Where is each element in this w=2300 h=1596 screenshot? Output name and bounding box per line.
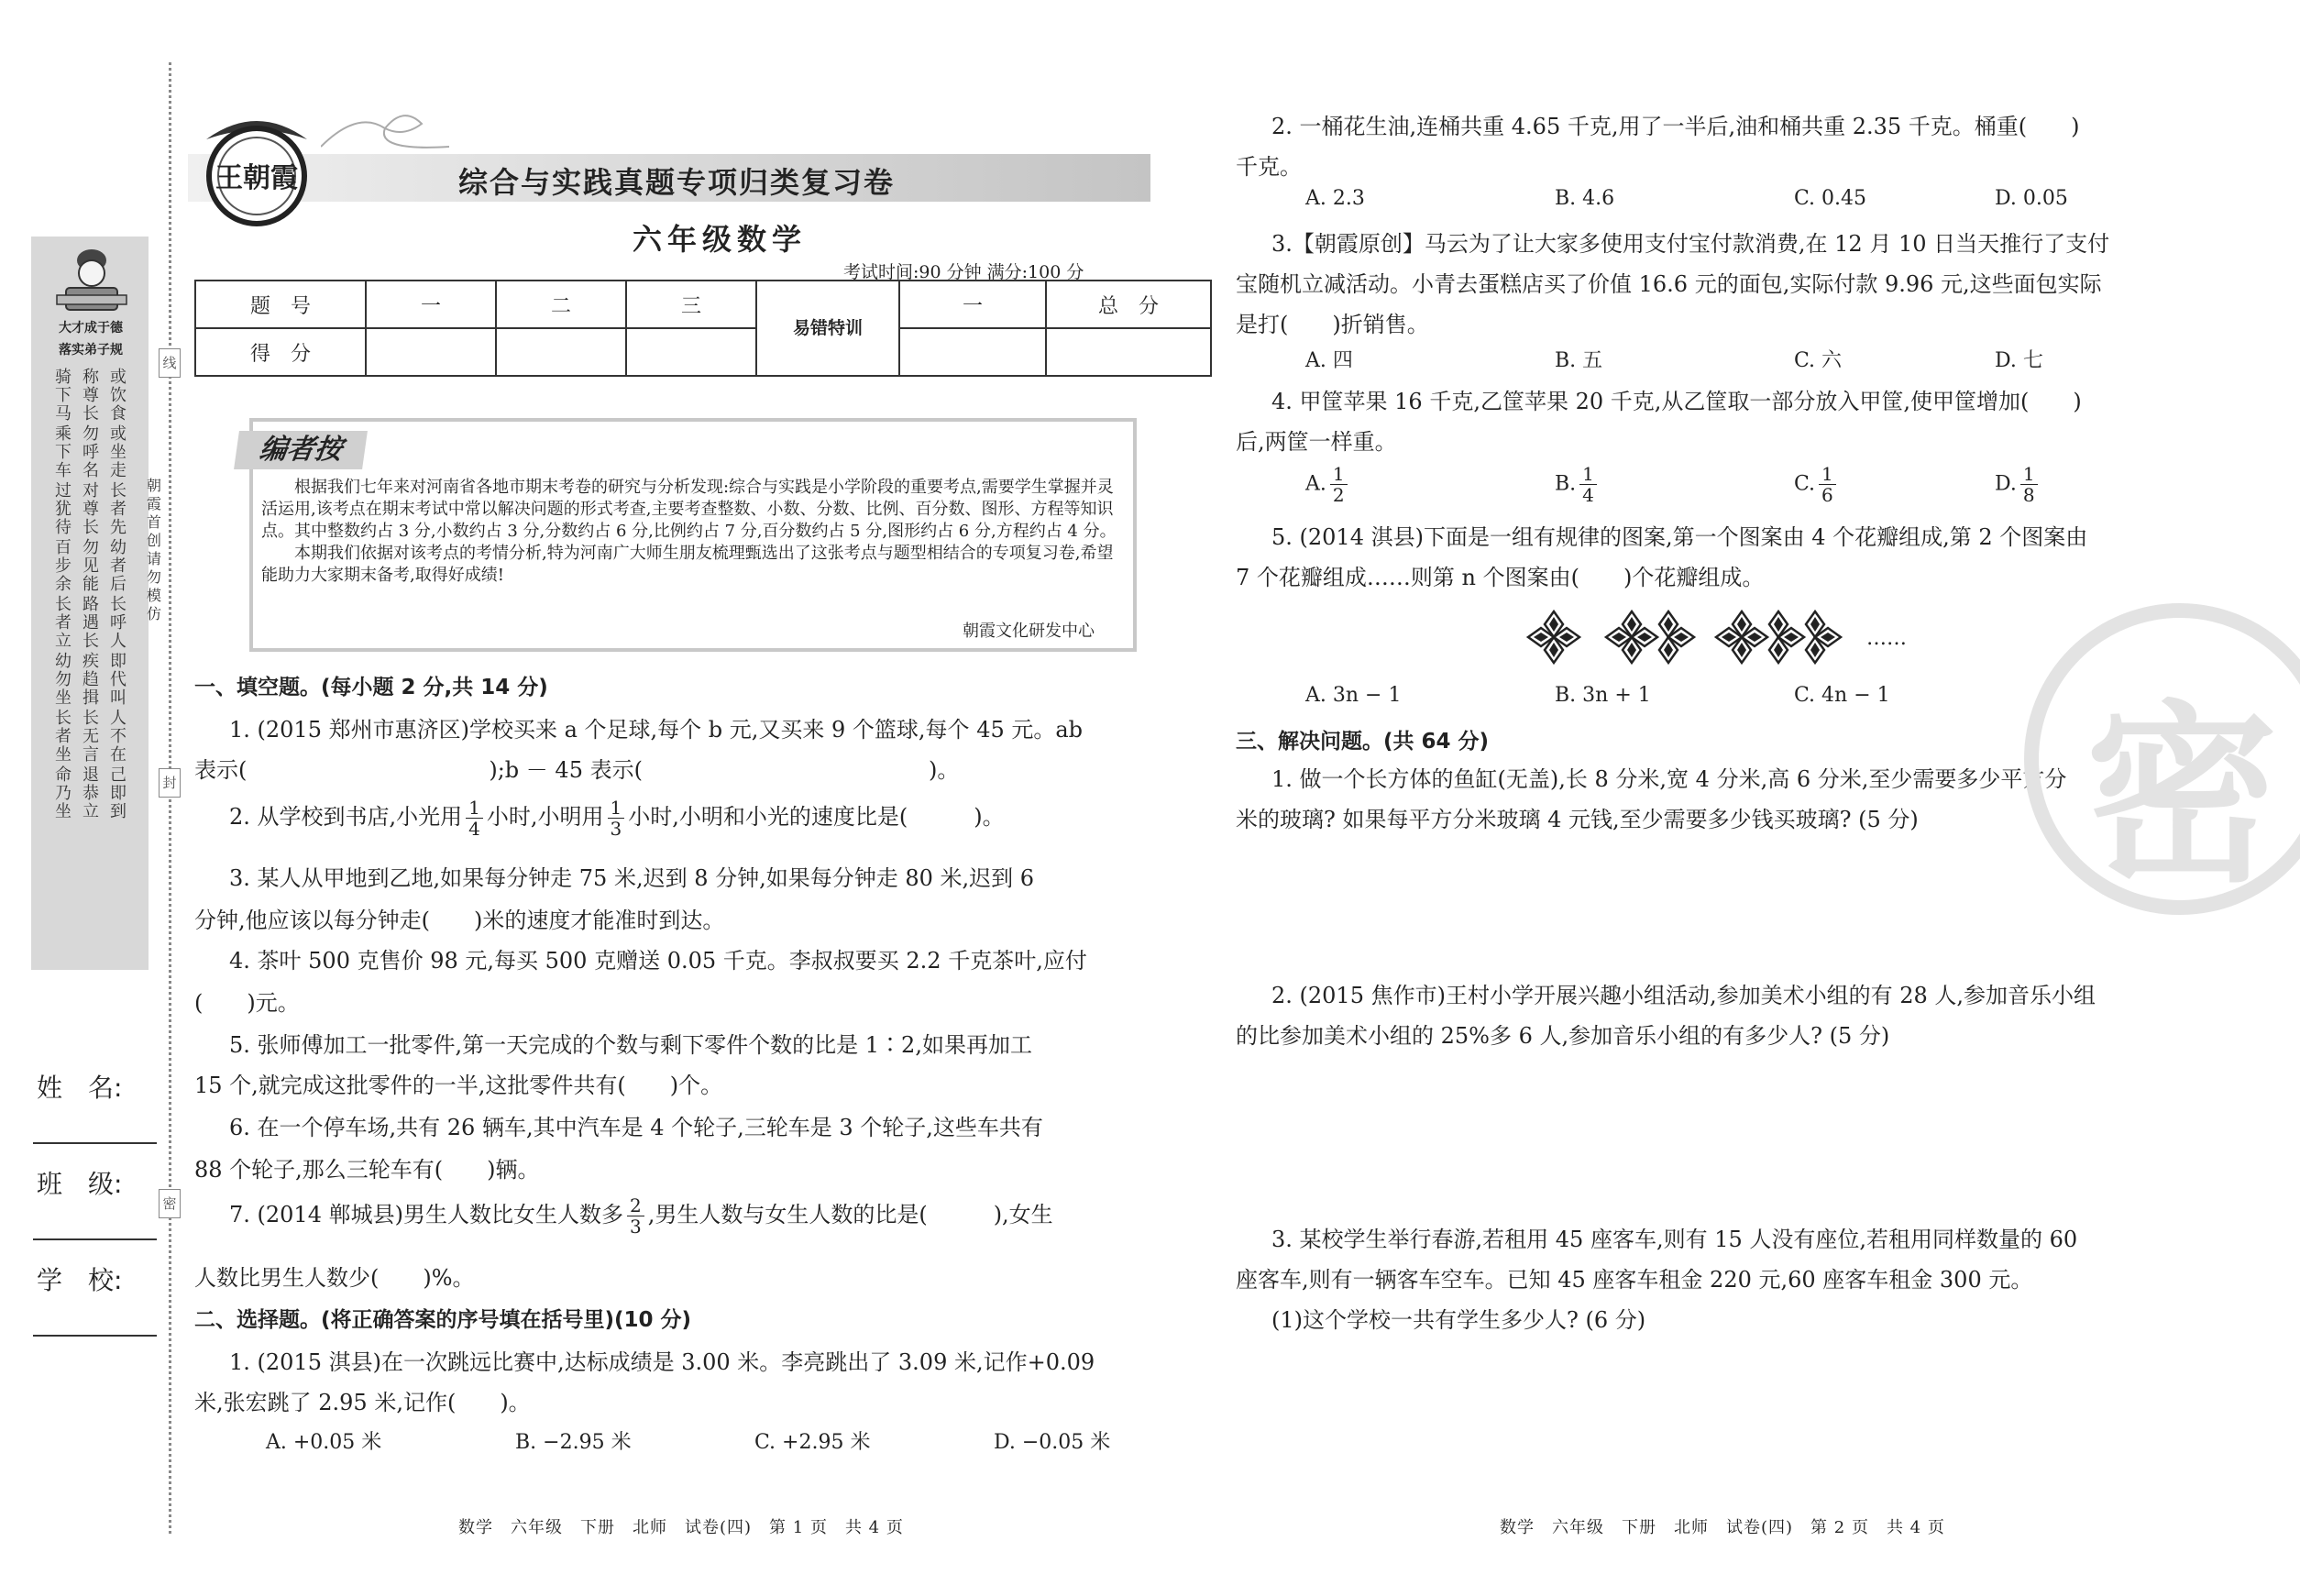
frac-num: 1 xyxy=(466,798,483,819)
editor-para-1: 根据我们七年来对河南省各地市期末考卷的研究与分析发现:综合与实践是小学阶段的重要考点,需要学生掌握并灵活运用,该考点在期末考试中常以解决问题的形式考查,主要考查整数、小数、分数、比例、百分数、图形、方程等知识点。其中整数约占 3 分,小数约占 3 分,分数约占 6 分,比例约占 7 分,百分数约占 5 分,图形约占 6 分,方程约占 4 分。 xyxy=(261,478,1117,541)
rule-phrase: 退恭立 xyxy=(83,765,99,821)
logo-text: 王朝霞 xyxy=(215,162,298,194)
s3-q2-line-2: 的比参加美术小组的 25%多 6 人,参加音乐小组的有多少人? (5 分) xyxy=(1236,1023,1890,1049)
option-letter: A. xyxy=(1305,472,1326,496)
exam-meta: 考试时间:90 分钟 满分:100 分 xyxy=(843,262,1084,282)
editor-note-text xyxy=(261,477,1118,587)
footer-left: 数学 六年级 下册 北师 试卷(四) 第 1 页 共 4 页 xyxy=(458,1518,904,1537)
s2-q4-line-1: 4. 甲筐苹果 16 千克,乙筐苹果 20 千克,从乙筐取一部分放入甲筐,使甲筐增加( ) xyxy=(1271,389,2082,414)
pattern-3 xyxy=(1716,611,1841,663)
s2-q1-line-2: 米,张宏跳了 2.95 米,记作( )。 xyxy=(194,1390,531,1415)
editor-note-tag: 编者按 xyxy=(234,431,368,469)
score-header-cell: 二 xyxy=(496,281,626,328)
s2-q5-option-b: B. 3n + 1 xyxy=(1555,684,1651,707)
s3-q3-line-1: 3. 某校学生举行春游,若租用 45 座客车,则有 15 人没有座位,若租用同样数量的 60 xyxy=(1271,1227,2078,1252)
q5-line-1: 5. 张师傅加工一批零件,第一天完成的个数与剩下零件个数的比是 1∶2,如果再加工 xyxy=(229,1032,1032,1058)
q3-line-1: 3. 某人从甲地到乙地,如果每分钟走 75 米,迟到 8 分钟,如果每分钟走 80 米,迟到 6 xyxy=(229,865,1035,891)
score-cell[interactable] xyxy=(366,328,496,376)
binding-line xyxy=(169,62,171,1534)
q1-line-2: 表示( );b － 45 表示( )。 xyxy=(194,757,960,783)
rule-phrase: 长呼人 xyxy=(110,595,127,651)
rule-phrase: 称尊长 xyxy=(83,368,99,424)
score-header-cell: 题 号 xyxy=(195,281,366,328)
s2-q5-line-1: 5. (2014 淇县)下面是一组有规律的图案,第一个图案由 4 个花瓣组成,第 2 个图案由 xyxy=(1271,524,2088,550)
s2-q2-line-2: 千克。 xyxy=(1236,154,1302,180)
score-cell[interactable] xyxy=(626,328,756,376)
name-line[interactable] xyxy=(33,1142,157,1144)
fraction-1-3 xyxy=(608,798,625,839)
score-header-cell-special: 易错特训 xyxy=(756,281,899,376)
q4-line-2: ( )元。 xyxy=(194,990,300,1016)
s2-q3-option-c: C. 六 xyxy=(1794,349,1843,372)
q7-text-b: ,男生人数与女生人数的比是( ),女生 xyxy=(647,1202,1053,1227)
q4-line-1: 4. 茶叶 500 克售价 98 元,每买 500 克赠送 0.05 千克。李叔叔要买 2.2 千克茶叶,应付 xyxy=(229,948,1087,974)
fraction-option xyxy=(2020,464,2038,505)
option-letter: B. xyxy=(1555,472,1577,496)
s3-q1-line-2: 米的玻璃? 如果每平方分米玻璃 4 元钱,至少需要多少钱买玻璃? (5 分) xyxy=(1236,807,1919,832)
frac-den: 8 xyxy=(2022,484,2035,506)
s2-q2-line-1: 2. 一桶花生油,连桶共重 4.65 千克,用了一半后,油和桶共重 2.35 千克。桶重( ) xyxy=(1271,114,2080,139)
s2-q3-option-a: A. 四 xyxy=(1305,349,1353,372)
class-label: 班 级: xyxy=(37,1169,123,1199)
s2-q3-option-d: D. 七 xyxy=(1995,349,2043,372)
rule-phrase: 疾趋揖 xyxy=(83,652,99,708)
q6-line-1: 6. 在一个停车场,共有 26 辆车,其中汽车是 4 个轮子,三轮车是 3 个轮子,这些车共有 xyxy=(229,1115,1043,1140)
s2-q1-option-d: D. −0.05 米 xyxy=(994,1431,1111,1454)
school-label: 学 校: xyxy=(37,1265,123,1295)
rule-phrase: 或饮食 xyxy=(110,368,127,424)
s3-q3-line-2: 座客车,则有一辆客车空车。已知 45 座客车租金 220 元,60 座客车租金 300 元。 xyxy=(1236,1267,2033,1293)
section1-title: 一、填空题。(每小题 2 分,共 14 分) xyxy=(194,676,548,699)
s2-q3-line-1: 3.【朝霞原创】马云为了让大家多使用支付宝付款消费,在 12 月 10 日当天推行了支付 xyxy=(1271,231,2110,257)
section3-title: 三、解决问题。(共 64 分) xyxy=(1236,730,1490,754)
frac-den: 3 xyxy=(610,818,622,840)
logo-emblem xyxy=(188,103,325,231)
bind-mark-secret: 密 xyxy=(159,1189,181,1218)
motto-line-1: 大才成于德 xyxy=(59,321,123,336)
rule-phrase: 过犹待 xyxy=(55,481,72,537)
rule-phrase: 长者先 xyxy=(110,481,127,537)
pattern-2 xyxy=(1606,611,1694,663)
frac-num: 1 xyxy=(1819,464,1836,485)
fraction-2-3 xyxy=(627,1195,644,1237)
name-label: 姓 名: xyxy=(37,1073,123,1103)
rule-phrase: 长无言 xyxy=(83,709,99,765)
rule-phrase: 幼者后 xyxy=(110,538,127,594)
q2-line xyxy=(229,798,1005,839)
score-row-label: 得 分 xyxy=(195,328,366,376)
s2-q5-option-c: C. 4n − 1 xyxy=(1794,684,1890,707)
s2-q3-option-b: B. 五 xyxy=(1555,349,1603,372)
rule-phrase: 或坐走 xyxy=(110,424,127,480)
s2-q1-option-c: C. +2.95 米 xyxy=(754,1431,871,1454)
fraction-option xyxy=(1819,464,1836,505)
frac-num: 2 xyxy=(627,1195,644,1216)
frac-den: 4 xyxy=(1582,484,1594,506)
q7-line-2: 人数比男生人数少( )%。 xyxy=(194,1265,475,1291)
rules-col-1 xyxy=(53,369,73,820)
s2-q1-line-1: 1. (2015 淇县)在一次跳远比赛中,达标成绩是 3.00 米。李亮跳出了 3.09 米,记作+0.09 xyxy=(229,1349,1095,1375)
fraction-option xyxy=(1330,464,1348,505)
rule-phrase: 幼勿坐 xyxy=(55,652,72,708)
pattern-ellipsis: …… xyxy=(1866,627,1907,650)
pattern-1 xyxy=(1528,611,1579,663)
option-letter: D. xyxy=(1995,472,2017,496)
rule-phrase: 长者坐 xyxy=(55,709,72,765)
q5-line-2: 15 个,就完成这批零件的一半,这批零件共有( )个。 xyxy=(194,1073,723,1098)
frac-den: 6 xyxy=(1821,484,1833,506)
q6-line-2: 88 个轮子,那么三轮车有( )辆。 xyxy=(194,1157,540,1183)
sidebar-motto xyxy=(37,317,145,361)
rules-col-3 xyxy=(108,369,128,820)
rule-phrase: 命乃坐 xyxy=(55,765,72,821)
s3-q2-line-1: 2. (2015 焦作市)王村小学开展兴趣小组活动,参加美术小组的有 28 人,参加音乐小组 xyxy=(1271,983,2096,1008)
s2-q2-option-a: A. 2.3 xyxy=(1305,187,1365,210)
s3-q1-line-1: 1. 做一个长方体的鱼缸(无盖),长 8 分米,宽 4 分米,高 6 分米,至少需要多少平方分 xyxy=(1271,766,2067,792)
rule-phrase: 勿呼名 xyxy=(83,424,99,480)
main-title: 综合与实践真题专项归类复习卷 xyxy=(458,165,896,200)
option-letter: C. xyxy=(1794,472,1816,496)
score-cell[interactable] xyxy=(899,328,1046,376)
score-cell[interactable] xyxy=(496,328,626,376)
q1-line-1: 1. (2015 郑州市惠济区)学校买来 a 个足球,每个 b 元,又买来 9 个篮球,每个 45 元。ab xyxy=(229,717,1084,743)
s2-q3-line-2: 宝随机立减活动。小青去蛋糕店买了价值 16.6 元的面包,实际付款 9.96 元,这些面包实际 xyxy=(1236,271,2102,297)
rule-phrase: 长者立 xyxy=(55,595,72,651)
s2-q2-option-c: C. 0.45 xyxy=(1794,187,1867,210)
s3-q3-sub1: (1)这个学校一共有学生多少人? (6 分) xyxy=(1271,1307,1646,1333)
s2-q1-option-a: A. +0.05 米 xyxy=(266,1431,382,1454)
fraction-option xyxy=(1579,464,1597,505)
s2-q5-line-2: 7 个花瓣组成……则第 n 个图案由( )个花瓣组成。 xyxy=(1236,565,1765,590)
frac-den: 3 xyxy=(629,1216,642,1238)
frac-den: 2 xyxy=(1332,484,1345,506)
s2-q4-option-d xyxy=(1995,464,2041,505)
footer-right: 数学 六年级 下册 北师 试卷(四) 第 2 页 共 4 页 xyxy=(1500,1518,1945,1537)
fraction-1-4 xyxy=(466,798,483,839)
s2-q2-option-b: B. 4.6 xyxy=(1555,187,1615,210)
rule-phrase: 骑下马 xyxy=(55,368,72,424)
bind-mark-seal: 封 xyxy=(159,768,181,798)
q3-line-2: 分钟,他应该以每分钟走( )米的速度才能准时到达。 xyxy=(194,908,725,933)
rule-phrase: 即代叫 xyxy=(110,652,127,708)
frac-num: 1 xyxy=(1330,464,1348,485)
s2-q4-option-c xyxy=(1794,464,1840,505)
score-header-cell: 一 xyxy=(366,281,496,328)
section2-title: 二、选择题。(将正确答案的序号填在括号里)(10 分) xyxy=(194,1308,692,1332)
q2-text-b: 小时,小明用 xyxy=(486,804,604,830)
score-table xyxy=(194,280,1212,377)
motto-line-2: 落实弟子规 xyxy=(59,343,123,358)
editor-para-2: 本期我们依据对该考点的考情分析,特为河南广大师生朋友梳理甄选出了这张考点与题型相结合的专项复习卷,希望能助力大家期末备考,取得好成绩! xyxy=(261,544,1114,585)
rule-phrase: 己即到 xyxy=(110,765,127,821)
editor-sign: 朝霞文化研发中心 xyxy=(963,622,1095,641)
school-line[interactable] xyxy=(33,1335,157,1337)
s2-q4-option-a xyxy=(1305,464,1351,505)
s2-q5-option-a: A. 3n − 1 xyxy=(1305,684,1402,707)
petal-patterns-figure xyxy=(1513,600,1925,674)
class-line[interactable] xyxy=(33,1238,157,1240)
rule-phrase: 路遇长 xyxy=(83,595,99,651)
q7-line-1 xyxy=(229,1195,1053,1237)
score-table-header-row xyxy=(195,281,1211,328)
s2-q2-option-d: D. 0.05 xyxy=(1995,187,2068,210)
score-table-score-row xyxy=(195,328,1211,376)
q2-text-a: 2. 从学校到书店,小光用 xyxy=(229,804,463,830)
score-header-cell: 一 xyxy=(899,281,1046,328)
grade-title: 六年级数学 xyxy=(633,222,808,257)
rule-phrase: 对尊长 xyxy=(83,481,99,537)
s2-q3-line-3: 是打( )折销售。 xyxy=(1236,312,1429,337)
ribbon-ornament xyxy=(321,101,449,156)
s2-q1-option-b: B. −2.95 米 xyxy=(515,1431,632,1454)
rule-phrase: 百步余 xyxy=(55,538,72,594)
rule-phrase: 乘下车 xyxy=(55,424,72,480)
rule-phrase: 勿见能 xyxy=(83,538,99,594)
bind-mark-line: 线 xyxy=(159,348,181,378)
frac-den: 4 xyxy=(468,818,480,840)
q2-text-c: 小时,小明和小光的速度比是( )。 xyxy=(628,804,1005,830)
side-note: 朝霞首创请勿模仿 xyxy=(147,477,162,622)
frac-num: 1 xyxy=(608,798,625,819)
s2-q4-option-b xyxy=(1555,464,1601,505)
q7-text-a: 7. (2014 郸城县)男生人数比女生人数多 xyxy=(229,1202,623,1227)
score-header-cell: 总 分 xyxy=(1046,281,1211,328)
rule-phrase: 人不在 xyxy=(110,709,127,765)
mascot-illustration xyxy=(48,240,136,319)
frac-num: 1 xyxy=(2020,464,2038,485)
score-cell[interactable] xyxy=(1046,328,1211,376)
s2-q4-line-2: 后,两筐一样重。 xyxy=(1236,429,1397,455)
score-header-cell: 三 xyxy=(626,281,756,328)
frac-num: 1 xyxy=(1579,464,1597,485)
rules-col-2 xyxy=(81,369,101,820)
secret-seal-glyph: 密 xyxy=(2085,684,2279,908)
